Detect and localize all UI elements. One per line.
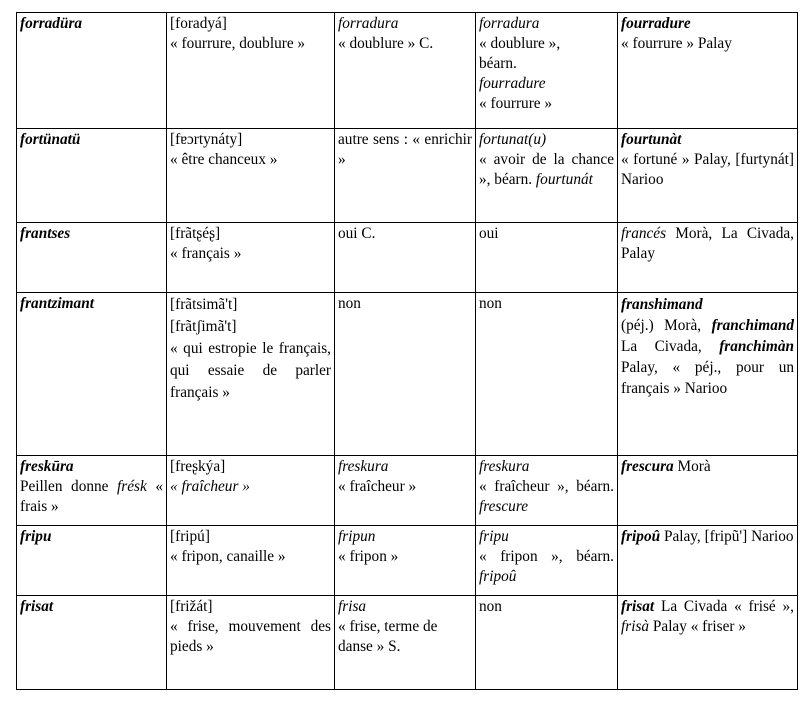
col3-text: « fraîcheur » [338,478,417,495]
col4-cell [476,129,618,223]
col3-text: « doublure » C. [338,35,434,52]
phonetic: [foradyá] [170,15,227,32]
col5-text: La Civada, [621,338,702,355]
phonetic-cell [167,129,335,223]
col3-cell [335,526,476,596]
headword-note: « frais » [20,478,163,515]
table-row [17,596,798,690]
headword: frantzimant [20,295,94,312]
phonetic: [frãtʂéʂ] [170,225,221,242]
col5-cell [618,456,798,526]
col3-form: forradura [338,15,399,32]
col3-text: « frise, terme de danse » S. [338,618,438,655]
col5-cell [618,293,798,456]
col4-text: non [479,598,502,615]
col3-cell [335,223,476,293]
col4-text: béarn. [479,55,517,72]
table-row [17,293,798,456]
col4-form: fourradure [479,75,546,92]
phonetic: [freʂkýa] [170,458,226,475]
col5-cell [618,129,798,223]
phonetic-cell [167,293,335,456]
gloss: « fourrure, doublure » [170,35,306,52]
col5-text: Palay « friser » [652,618,746,635]
phonetic: [fripú] [170,528,210,545]
phonetic-cell [167,456,335,526]
table-row [17,129,798,223]
col4-text: oui [479,225,499,242]
headword-cell [17,526,167,596]
headword-cell [17,293,167,456]
col3-cell [335,129,476,223]
col3-form: fripun [338,528,376,545]
dictionary-page [16,12,797,690]
col3-form: freskura [338,458,389,475]
col4-cell [476,596,618,690]
headword-cell [17,13,167,129]
table-row [17,526,798,596]
phonetic: [frižát] [170,598,213,615]
col4-text: « fripon », béarn. [479,548,614,565]
col5-form: franchimàn [719,338,794,355]
col3-text: « fripon » [338,548,399,565]
col4-cell [476,13,618,129]
phonetic-cell [167,13,335,129]
col3-text: oui C. [338,225,376,242]
col3-form: frisa [338,598,367,615]
phonetic: [frãtʃimã't] [170,318,237,335]
col4-text: « fourrure » [479,95,553,112]
col5-text: Morà, La Civada, Palay [621,225,794,262]
col5-form: frisat [621,598,655,615]
col5-form: franchimand [711,317,795,334]
col5-form: fourtunàt [621,131,682,148]
col4-text: « doublure », [479,35,561,52]
headword: forradüra [20,15,83,32]
col3-cell [335,596,476,690]
col4-form: fripoû [479,568,517,585]
col5-cell [618,13,798,129]
gloss: « fripon, canaille » [170,548,286,565]
headword-cell [17,596,167,690]
col4-cell [476,526,618,596]
col3-cell [335,293,476,456]
col4-cell [476,456,618,526]
col5-text: La Civada « frisé », [660,598,795,615]
col5-form: francés [621,225,667,242]
col4-cell [476,223,618,293]
col3-cell [335,456,476,526]
etymology-table [16,12,798,690]
col5-form: franshimand [621,296,703,313]
col4-form: fortunat(u) [479,131,547,148]
col5-text: (péj.) Morà, [621,317,702,334]
gloss: « frise, mouvement des pieds » [170,618,331,655]
gloss: « fraîcheur » [170,478,250,495]
col5-text: Palay, [fripũ'] Narioo [663,528,794,545]
headword-cell [17,456,167,526]
col5-form: fourradure [621,15,691,32]
gloss: « être chanceux » [170,151,278,168]
phonetic: [fɐɔrtynáty] [170,131,243,148]
col4-form: frescure [479,498,528,515]
gloss: « français » [170,245,242,262]
headword: frantses [20,225,71,242]
col5-text: « fourrure » Palay [621,35,732,52]
phonetic-cell [167,526,335,596]
col5-cell [618,526,798,596]
col5-form: frisà [621,618,650,635]
headword-note-form: frésk [117,478,147,495]
col4-form: fourtunát [535,171,593,188]
col5-text: « fortuné » Palay, [furtynát] Narioo [621,151,794,188]
col4-form: freskura [479,458,530,475]
headword: fortünatü [20,131,81,148]
col4-text: « fraîcheur », béarn. [479,478,614,495]
col4-text: « avoir de la chance », béarn. [479,151,614,188]
table-row [17,223,798,293]
col5-text: Palay, « péj., pour un français » Narioo [621,359,794,397]
phonetic: [frãtsimã't] [170,296,238,313]
col5-form: fripoû [621,528,661,545]
table-row [17,13,798,129]
headword-cell [17,223,167,293]
col4-text: non [479,295,502,312]
col3-cell [335,13,476,129]
col5-text: Morà [677,458,711,475]
table-row [17,456,798,526]
col5-cell [618,223,798,293]
gloss: « qui estropie le français, qui essaie de parler français » [170,340,331,401]
col4-form: forradura [479,15,540,32]
col3-text: non [338,295,361,312]
col3-text: autre sens : « enrichir » [338,131,472,168]
col5-form: frescura [621,458,674,475]
col4-form: fripu [479,528,509,545]
phonetic-cell [167,223,335,293]
headword: freskūra [20,458,74,475]
headword: frisat [20,598,54,615]
headword: fripu [20,528,52,545]
col4-cell [476,293,618,456]
headword-cell [17,129,167,223]
phonetic-cell [167,596,335,690]
headword-note: Peillen donne [20,478,109,495]
col5-cell [618,596,798,690]
